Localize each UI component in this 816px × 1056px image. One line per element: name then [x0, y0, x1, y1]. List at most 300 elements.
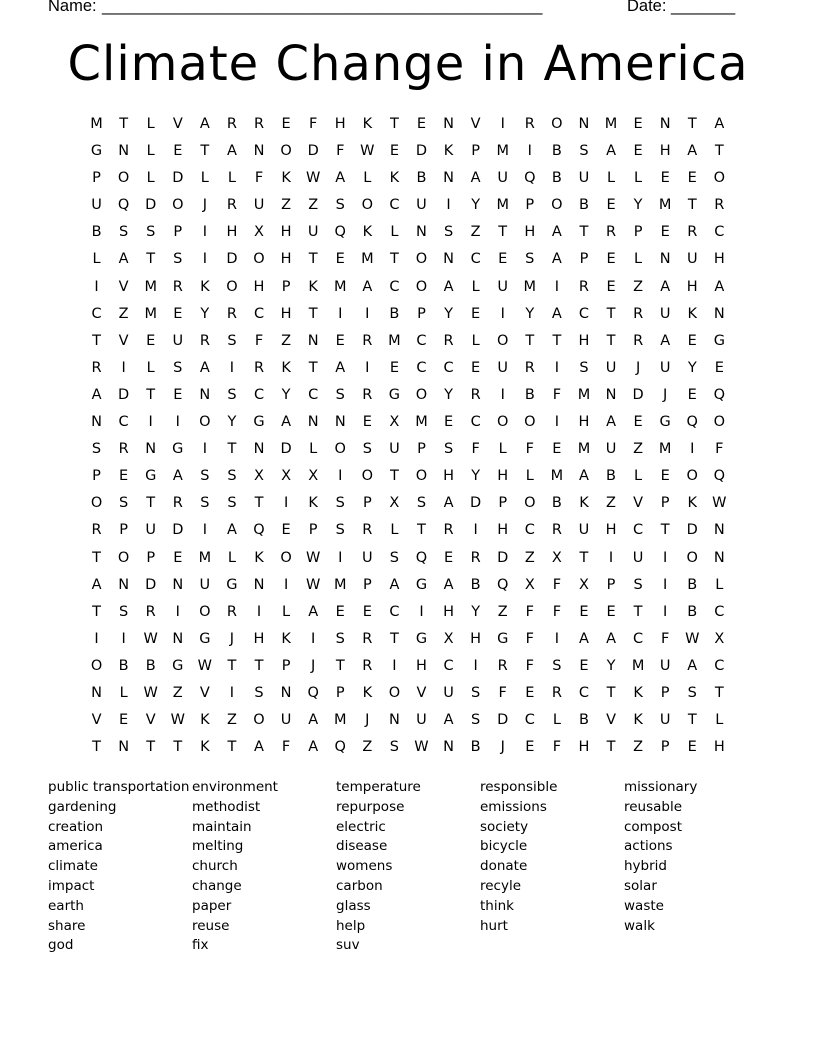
grid-letter[interactable]: R	[226, 603, 237, 620]
grid-letter[interactable]: T	[119, 116, 129, 132]
grid-letter[interactable]: F	[281, 739, 291, 756]
grid-letter[interactable]: E	[362, 603, 372, 620]
grid-letter[interactable]: E	[606, 603, 616, 620]
grid-letter[interactable]: V	[416, 684, 427, 701]
grid-letter[interactable]: I	[473, 657, 478, 674]
grid-letter[interactable]: C	[714, 224, 725, 241]
grid-letter[interactable]: P	[525, 197, 535, 214]
grid-letter[interactable]: S	[227, 332, 237, 349]
grid-letter[interactable]: E	[173, 549, 183, 566]
grid-letter[interactable]: M	[361, 251, 374, 268]
grid-letter[interactable]: K	[443, 143, 454, 160]
grid-letter[interactable]: L	[634, 468, 643, 485]
grid-letter[interactable]: I	[202, 251, 207, 268]
grid-letter[interactable]: O	[497, 414, 509, 431]
grid-letter[interactable]: H	[713, 739, 725, 756]
grid-letter[interactable]: N	[172, 630, 184, 647]
grid-letter[interactable]: R	[91, 522, 102, 539]
grid-letter[interactable]: I	[311, 630, 316, 647]
grid-letter[interactable]: H	[443, 468, 454, 485]
grid-letter[interactable]: X	[443, 630, 454, 647]
grid-letter[interactable]: Z	[633, 278, 644, 295]
grid-letter[interactable]: T	[92, 549, 101, 566]
grid-letter[interactable]: R	[362, 386, 373, 403]
grid-letter[interactable]: P	[92, 468, 101, 485]
grid-letter[interactable]: R	[551, 522, 562, 539]
grid-letter[interactable]: P	[660, 495, 670, 512]
grid-letter[interactable]: D	[172, 170, 184, 187]
grid-letter[interactable]: U	[578, 522, 590, 539]
grid-letter[interactable]: O	[415, 468, 428, 485]
grid-letter[interactable]: R	[253, 116, 265, 132]
grid-letter[interactable]: E	[579, 603, 589, 620]
grid-letter[interactable]: P	[633, 224, 643, 241]
grid-letter[interactable]: A	[443, 576, 454, 593]
grid-letter[interactable]: W	[305, 549, 321, 566]
grid-letter[interactable]: A	[335, 359, 346, 376]
grid-letter[interactable]: O	[226, 278, 238, 295]
grid-letter[interactable]: I	[148, 414, 153, 431]
grid-letter[interactable]: B	[91, 224, 102, 241]
grid-letter[interactable]: O	[90, 657, 103, 674]
grid-letter[interactable]: T	[146, 386, 156, 403]
grid-letter[interactable]: Q	[307, 684, 319, 701]
grid-letter[interactable]: L	[606, 170, 616, 187]
grid-letter[interactable]: V	[606, 712, 616, 729]
grid-letter[interactable]: A	[470, 170, 481, 187]
grid-letter[interactable]: I	[283, 576, 289, 593]
grid-letter[interactable]: N	[713, 305, 725, 322]
grid-letter[interactable]: Q	[497, 576, 509, 593]
grid-letter[interactable]: U	[307, 224, 319, 241]
grid-letter[interactable]: Y	[471, 468, 481, 485]
grid-letter[interactable]: C	[416, 332, 427, 349]
grid-letter[interactable]: T	[525, 332, 535, 349]
grid-letter[interactable]: N	[388, 712, 400, 729]
grid-letter[interactable]: C	[633, 522, 644, 539]
grid-letter[interactable]: W	[143, 630, 158, 647]
grid-letter[interactable]: H	[253, 278, 265, 295]
grid-letter[interactable]: E	[525, 684, 535, 701]
grid-letter[interactable]: W	[305, 170, 321, 187]
grid-letter[interactable]: E	[146, 332, 156, 349]
grid-letter[interactable]: S	[525, 251, 535, 268]
grid-letter[interactable]: Z	[633, 739, 644, 756]
grid-letter[interactable]: I	[202, 224, 207, 241]
grid-letter[interactable]: A	[551, 305, 562, 322]
grid-letter[interactable]: U	[497, 170, 509, 187]
grid-letter[interactable]: S	[335, 630, 345, 647]
grid-letter[interactable]: H	[416, 657, 427, 674]
grid-letter[interactable]: T	[687, 116, 697, 132]
grid-letter[interactable]: L	[552, 712, 561, 729]
grid-letter[interactable]: R	[145, 603, 156, 620]
grid-letter[interactable]: U	[389, 441, 400, 458]
grid-letter[interactable]: E	[281, 116, 291, 132]
grid-letter[interactable]: V	[633, 495, 644, 512]
grid-letter[interactable]: S	[687, 684, 697, 701]
grid-letter[interactable]: A	[551, 251, 562, 268]
grid-letter[interactable]: A	[443, 712, 454, 729]
grid-letter[interactable]: S	[91, 441, 102, 458]
grid-letter[interactable]: J	[635, 359, 641, 376]
grid-letter[interactable]: B	[578, 197, 589, 214]
grid-letter[interactable]: E	[389, 359, 399, 376]
grid-letter[interactable]: O	[117, 549, 130, 566]
grid-letter[interactable]: P	[92, 170, 101, 187]
grid-letter[interactable]: I	[338, 549, 343, 566]
grid-letter[interactable]: Z	[362, 739, 373, 756]
grid-letter[interactable]: A	[254, 739, 264, 756]
grid-letter[interactable]: K	[362, 116, 373, 132]
grid-letter[interactable]: S	[227, 495, 237, 512]
grid-letter[interactable]: W	[197, 657, 213, 674]
grid-letter[interactable]: D	[226, 251, 238, 268]
grid-letter[interactable]: O	[713, 170, 726, 187]
grid-letter[interactable]: F	[308, 116, 318, 132]
grid-letter[interactable]: M	[523, 278, 537, 295]
grid-letter[interactable]: T	[660, 522, 670, 539]
grid-letter[interactable]: O	[686, 549, 698, 566]
grid-letter[interactable]: W	[712, 495, 727, 512]
grid-letter[interactable]: N	[253, 441, 265, 458]
grid-letter[interactable]: I	[338, 468, 343, 485]
grid-letter[interactable]: Y	[281, 386, 291, 403]
grid-letter[interactable]: A	[226, 522, 237, 539]
grid-letter[interactable]: T	[606, 739, 616, 756]
grid-letter[interactable]: E	[606, 251, 616, 268]
grid-letter[interactable]: E	[173, 305, 183, 322]
grid-letter[interactable]: I	[202, 522, 207, 539]
grid-letter[interactable]: U	[416, 197, 427, 214]
grid-letter[interactable]: R	[687, 224, 698, 241]
grid-letter[interactable]: P	[335, 684, 345, 701]
grid-letter[interactable]: D	[280, 441, 292, 458]
grid-letter[interactable]: J	[663, 386, 668, 403]
grid-letter[interactable]: G	[172, 441, 184, 458]
grid-letter[interactable]: B	[687, 603, 698, 620]
grid-letter[interactable]: S	[227, 468, 237, 485]
grid-letter[interactable]: D	[497, 549, 509, 566]
grid-letter[interactable]: B	[145, 657, 156, 674]
grid-letter[interactable]: P	[119, 522, 128, 539]
grid-letter[interactable]: A	[389, 576, 400, 593]
grid-letter[interactable]: R	[443, 332, 454, 349]
grid-letter[interactable]: I	[229, 359, 235, 376]
grid-letter[interactable]: R	[199, 332, 210, 349]
grid-letter[interactable]: O	[90, 495, 103, 512]
grid-letter[interactable]: C	[633, 630, 644, 647]
grid-letter[interactable]: A	[660, 332, 671, 349]
grid-letter[interactable]: T	[200, 143, 210, 160]
grid-letter[interactable]: C	[91, 305, 102, 322]
grid-letter[interactable]: T	[308, 251, 318, 268]
grid-letter[interactable]: E	[660, 224, 670, 241]
grid-letter[interactable]: P	[498, 495, 508, 512]
grid-letter[interactable]: F	[254, 170, 264, 187]
grid-letter[interactable]: L	[471, 278, 480, 295]
grid-letter[interactable]: E	[443, 414, 454, 431]
grid-letter[interactable]: R	[524, 359, 535, 376]
grid-letter[interactable]: P	[281, 278, 291, 295]
grid-letter[interactable]: I	[338, 305, 343, 322]
grid-letter[interactable]: K	[633, 684, 643, 701]
grid-letter[interactable]: G	[659, 414, 671, 431]
grid-letter[interactable]: P	[362, 495, 372, 512]
grid-letter[interactable]: U	[686, 251, 698, 268]
grid-letter[interactable]: Q	[713, 468, 726, 485]
grid-letter[interactable]: T	[606, 684, 616, 701]
grid-letter[interactable]: Z	[524, 549, 535, 566]
grid-letter[interactable]: D	[118, 386, 130, 403]
grid-letter[interactable]: M	[550, 468, 564, 485]
grid-letter[interactable]: T	[687, 712, 697, 729]
grid-letter[interactable]: A	[172, 468, 183, 485]
grid-letter[interactable]: L	[92, 251, 101, 268]
grid-letter[interactable]: T	[227, 739, 237, 756]
grid-letter[interactable]: N	[118, 143, 130, 160]
grid-letter[interactable]: M	[631, 657, 645, 674]
grid-letter[interactable]: C	[470, 414, 481, 431]
grid-letter[interactable]: G	[145, 468, 157, 485]
grid-letter[interactable]: I	[365, 359, 370, 376]
grid-letter[interactable]: C	[524, 712, 535, 729]
grid-letter[interactable]: X	[524, 576, 535, 593]
grid-letter[interactable]: Q	[253, 522, 265, 539]
grid-letter[interactable]: E	[416, 116, 427, 132]
grid-letter[interactable]: O	[686, 468, 698, 485]
grid-letter[interactable]: R	[253, 359, 265, 376]
name-field[interactable]: ________________________________________________	[102, 0, 543, 15]
grid-letter[interactable]: A	[687, 657, 698, 674]
grid-letter[interactable]: E	[633, 143, 643, 160]
grid-letter[interactable]: E	[335, 603, 345, 620]
grid-letter[interactable]: X	[389, 414, 400, 431]
grid-letter[interactable]: O	[117, 170, 130, 187]
grid-letter[interactable]: Y	[606, 657, 616, 674]
grid-letter[interactable]: Z	[118, 305, 129, 322]
grid-letter[interactable]: G	[253, 414, 265, 431]
grid-letter[interactable]: U	[199, 576, 211, 593]
grid-letter[interactable]: I	[527, 143, 532, 160]
grid-letter[interactable]: B	[524, 386, 535, 403]
grid-letter[interactable]: M	[90, 116, 103, 132]
grid-letter[interactable]: C	[578, 305, 589, 322]
grid-letter[interactable]: C	[118, 414, 129, 431]
grid-letter[interactable]: E	[687, 332, 697, 349]
grid-letter[interactable]: B	[606, 468, 616, 485]
grid-letter[interactable]: P	[308, 522, 318, 539]
grid-letter[interactable]: K	[281, 630, 291, 647]
grid-letter[interactable]: H	[334, 116, 346, 132]
grid-letter[interactable]: S	[362, 441, 372, 458]
grid-letter[interactable]: A	[660, 278, 671, 295]
grid-letter[interactable]: Q	[524, 170, 536, 187]
grid-letter[interactable]: I	[229, 684, 235, 701]
grid-letter[interactable]: U	[416, 712, 427, 729]
grid-letter[interactable]: L	[363, 170, 372, 187]
grid-letter[interactable]: T	[254, 657, 264, 674]
grid-letter[interactable]: I	[663, 576, 668, 593]
grid-letter[interactable]: N	[713, 522, 725, 539]
grid-letter[interactable]: S	[416, 495, 427, 512]
grid-letter[interactable]: T	[606, 332, 616, 349]
grid-letter[interactable]: N	[253, 143, 265, 160]
grid-letter[interactable]: A	[91, 576, 102, 593]
grid-letter[interactable]: H	[253, 630, 265, 647]
grid-letter[interactable]: U	[362, 549, 373, 566]
grid-letter[interactable]: P	[173, 224, 183, 241]
grid-letter[interactable]: R	[172, 495, 183, 512]
grid-letter[interactable]: H	[578, 739, 590, 756]
grid-letter[interactable]: I	[175, 603, 180, 620]
grid-letter[interactable]: U	[280, 712, 292, 729]
grid-letter[interactable]: E	[687, 170, 697, 187]
grid-letter[interactable]: A	[578, 630, 589, 647]
grid-letter[interactable]: S	[579, 143, 589, 160]
grid-letter[interactable]: E	[552, 441, 562, 458]
grid-letter[interactable]: M	[658, 197, 672, 214]
grid-letter[interactable]: C	[714, 657, 725, 674]
grid-letter[interactable]: I	[121, 359, 126, 376]
grid-letter[interactable]: A	[335, 170, 346, 187]
grid-letter[interactable]: I	[94, 630, 99, 647]
grid-letter[interactable]: E	[281, 522, 291, 539]
grid-letter[interactable]: N	[253, 576, 265, 593]
grid-letter[interactable]: C	[470, 251, 481, 268]
grid-letter[interactable]: E	[606, 197, 616, 214]
grid-letter[interactable]: H	[524, 224, 536, 241]
grid-letter[interactable]: I	[554, 630, 559, 647]
grid-letter[interactable]: T	[92, 332, 101, 349]
grid-letter[interactable]: T	[146, 739, 156, 756]
grid-letter[interactable]: Z	[470, 224, 481, 241]
grid-letter[interactable]: A	[91, 386, 102, 403]
grid-letter[interactable]: E	[119, 712, 129, 729]
grid-letter[interactable]: G	[226, 576, 238, 593]
grid-letter[interactable]: V	[118, 332, 129, 349]
grid-letter[interactable]: K	[687, 495, 698, 512]
grid-letter[interactable]: K	[254, 549, 264, 566]
grid-letter[interactable]: U	[91, 197, 102, 214]
grid-letter[interactable]: L	[634, 251, 643, 268]
grid-letter[interactable]: U	[172, 332, 184, 349]
grid-letter[interactable]: O	[524, 495, 536, 512]
grid-letter[interactable]: M	[577, 441, 591, 458]
grid-letter[interactable]: M	[496, 143, 509, 160]
grid-letter[interactable]: I	[500, 305, 505, 322]
grid-letter[interactable]: H	[659, 143, 671, 160]
grid-letter[interactable]: P	[471, 143, 480, 160]
grid-letter[interactable]: B	[118, 657, 129, 674]
grid-letter[interactable]: E	[660, 468, 670, 485]
grid-letter[interactable]: E	[362, 414, 372, 431]
grid-letter[interactable]: O	[524, 414, 536, 431]
grid-letter[interactable]: H	[497, 522, 509, 539]
grid-letter[interactable]: O	[334, 441, 346, 458]
grid-letter[interactable]: N	[334, 414, 346, 431]
grid-letter[interactable]: G	[172, 657, 184, 674]
grid-letter[interactable]: Z	[308, 197, 319, 214]
grid-letter[interactable]: Z	[281, 197, 292, 214]
grid-letter[interactable]: S	[389, 739, 399, 756]
grid-letter[interactable]: L	[119, 684, 128, 701]
grid-letter[interactable]: K	[389, 170, 400, 187]
grid-letter[interactable]: R	[605, 224, 617, 241]
grid-letter[interactable]: N	[443, 739, 454, 756]
grid-letter[interactable]: T	[579, 549, 589, 566]
grid-letter[interactable]: E	[714, 359, 724, 376]
grid-letter[interactable]: H	[280, 224, 292, 241]
grid-letter[interactable]: F	[254, 332, 264, 349]
grid-letter[interactable]: S	[471, 684, 481, 701]
grid-letter[interactable]: E	[498, 251, 508, 268]
grid-letter[interactable]: L	[227, 549, 236, 566]
grid-letter[interactable]: B	[551, 170, 562, 187]
grid-letter[interactable]: F	[525, 441, 534, 458]
grid-letter[interactable]: T	[552, 332, 562, 349]
grid-letter[interactable]: E	[525, 739, 535, 756]
grid-letter[interactable]: J	[311, 657, 316, 674]
grid-letter[interactable]: U	[605, 359, 617, 376]
grid-letter[interactable]: G	[497, 630, 509, 647]
grid-letter[interactable]: D	[172, 522, 184, 539]
grid-letter[interactable]: I	[175, 414, 180, 431]
grid-letter[interactable]: I	[256, 603, 262, 620]
grid-letter[interactable]: P	[281, 657, 291, 674]
grid-letter[interactable]: I	[202, 441, 207, 458]
grid-letter[interactable]: U	[659, 305, 671, 322]
grid-letter[interactable]: C	[578, 684, 589, 701]
grid-letter[interactable]: P	[417, 441, 426, 458]
grid-letter[interactable]: O	[361, 197, 374, 214]
grid-letter[interactable]: O	[497, 332, 509, 349]
grid-letter[interactable]: C	[253, 386, 265, 403]
grid-letter[interactable]: I	[283, 495, 289, 512]
grid-letter[interactable]: R	[226, 116, 237, 132]
grid-letter[interactable]: O	[253, 712, 265, 729]
grid-letter[interactable]: F	[661, 630, 670, 647]
grid-letter[interactable]: C	[443, 657, 454, 674]
grid-letter[interactable]: H	[578, 332, 590, 349]
grid-letter[interactable]: I	[446, 197, 451, 214]
grid-letter[interactable]: L	[715, 576, 724, 593]
grid-letter[interactable]: U	[659, 657, 671, 674]
grid-letter[interactable]: N	[659, 116, 671, 132]
grid-letter[interactable]: I	[663, 549, 668, 566]
grid-letter[interactable]: B	[416, 170, 427, 187]
grid-letter[interactable]: Y	[471, 603, 481, 620]
grid-letter[interactable]: X	[254, 468, 264, 485]
grid-letter[interactable]: Y	[444, 386, 453, 403]
grid-letter[interactable]: R	[91, 359, 102, 376]
grid-letter[interactable]: S	[200, 468, 210, 485]
grid-letter[interactable]: L	[390, 224, 399, 241]
grid-letter[interactable]: F	[498, 684, 507, 701]
grid-letter[interactable]: J	[365, 712, 370, 729]
grid-letter[interactable]: S	[119, 495, 129, 512]
grid-letter[interactable]: U	[659, 712, 671, 729]
grid-letter[interactable]: T	[146, 495, 156, 512]
grid-letter[interactable]: Y	[227, 414, 237, 431]
grid-letter[interactable]: U	[578, 170, 590, 187]
grid-letter[interactable]: M	[198, 549, 212, 566]
grid-letter[interactable]: N	[578, 116, 590, 132]
grid-letter[interactable]: D	[415, 143, 428, 160]
grid-letter[interactable]: V	[91, 712, 102, 729]
grid-letter[interactable]: J	[202, 197, 207, 214]
grid-letter[interactable]: A	[199, 359, 210, 376]
